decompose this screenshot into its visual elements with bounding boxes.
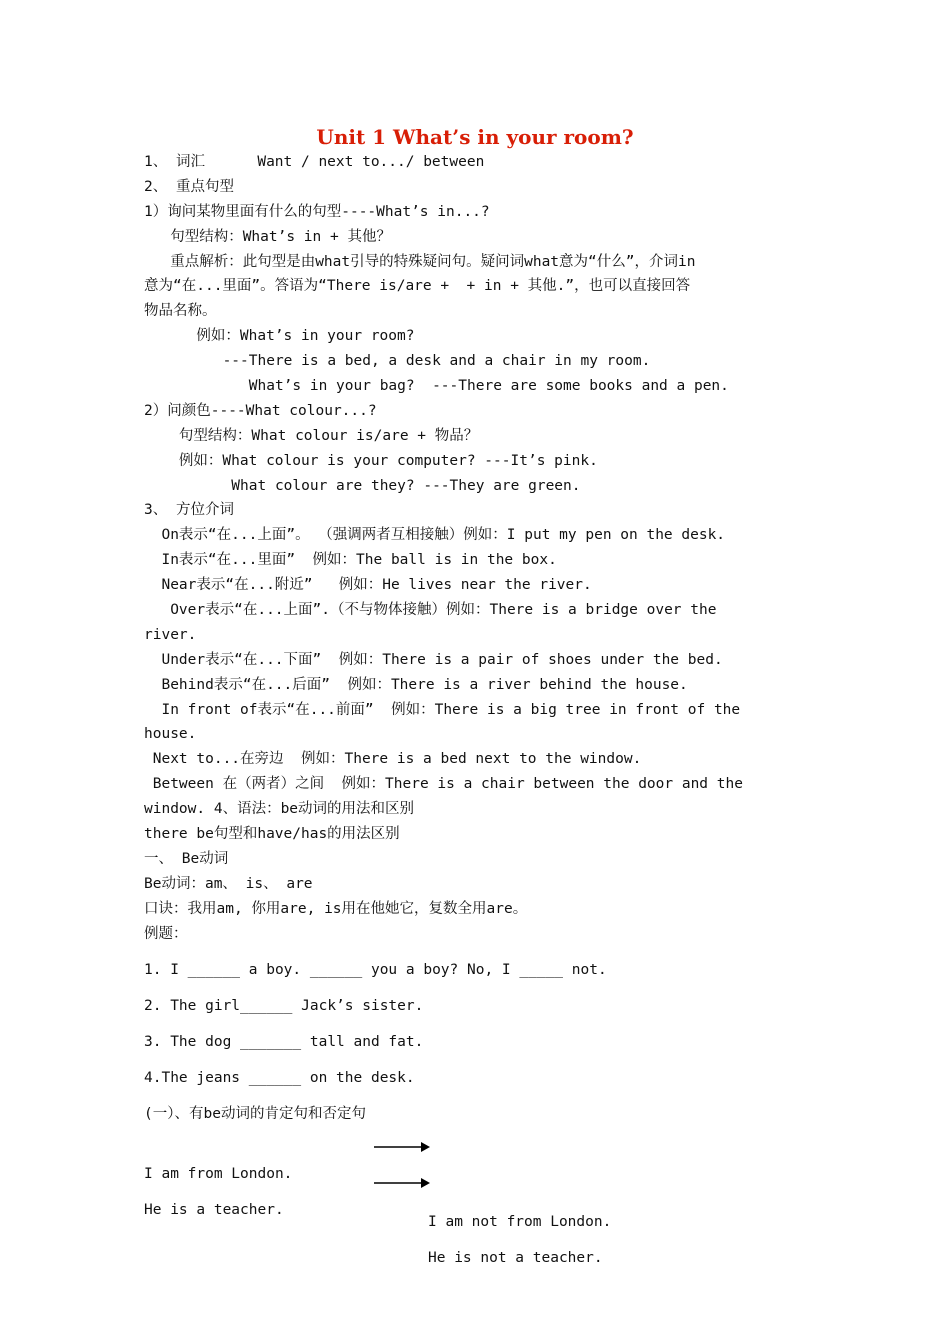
text-line: What’s in your bag? ---There are some books and a pen. [144,378,729,395]
text-line: On表示“在...上面”。 （强调两者互相接触）例如：I put my pen on the desk. [144,527,726,544]
text-line: 句型结构：What colour is/are + 物品？ [144,427,479,444]
section-heading: (一）、有be动词的肯定句和否定句 [144,1106,366,1122]
text-line: In front of表示“在...前面” 例如：There is a big tree in front of the [144,701,741,718]
exercise-section [144,958,810,1266]
text-line: Be动词：am、 is、 are [144,875,313,892]
text-line: Between 在（两者）之间 例如：There is a chair between the door and the [144,776,743,793]
text-line: 物品名称。 [144,303,217,320]
negative-sentence: I am not from London. [428,1214,612,1230]
text-line: there be句型和have/has的用法区别 [144,826,400,843]
text-line: What colour are they? ---They are green. [144,477,581,494]
text-line: In表示“在...里面” 例如：The ball is in the box. [144,552,557,569]
negative-sentence: He is not a teacher. [428,1250,603,1266]
text-line: Next to...在旁边 例如：There is a bed next to the window. [144,751,642,768]
text-line: 例题： [144,925,188,942]
text-line: Near表示“在...附近” 例如：He lives near the river. [144,577,592,594]
text-line: 句型结构：What’s in + 其他？ [144,228,391,245]
text-line: Over表示“在...上面”.（不与物体接触）例如：There is a bridge over the [144,602,717,619]
text-line: 重点解析：此句型是由what引导的特殊疑问句。疑问词what意为“什么”，介词in [144,253,696,270]
text-line: 1）询问某物里面有什么的句型----What’s in...? [144,203,490,220]
text-line: 例如：What’s in your room? [144,328,415,345]
document-body [144,150,810,947]
text-line: 2、 重点句型 [144,178,234,195]
text-line: 意为“在...里面”。答语为“There is/are + + in + 其他.”，也可以直接回答 [144,278,691,295]
text-line: window. 4、语法：be动词的用法和区别 [144,801,415,818]
affirmative-sentence: He is a teacher. [144,1202,284,1218]
arrow-right-icon [374,1177,430,1189]
text-line: 口诀：我用am, 你用are, is用在他她它，复数全用are。 [144,900,528,917]
text-line: river. [144,626,197,643]
text-line: 3、 方位介词 [144,502,234,519]
text-line: 2）问颜色----What colour...? [144,402,377,419]
text-line: Behind表示“在...后面” 例如：There is a river behind the house. [144,676,688,693]
exercise-item: 3. The dog _______ tall and fat. [144,1034,424,1050]
page-title: Unit 1 What’s in your room? [316,125,634,149]
text-line: Under表示“在...下面” 例如：There is a pair of shoes under the bed. [144,651,723,668]
exercise-item: 4.The jeans ______ on the desk. [144,1070,415,1086]
exercise-item: 2. The girl______ Jack’s sister. [144,998,424,1014]
exercise-item: 1. I ______ a boy. ______ you a boy? No, I _____ not. [144,962,607,978]
text-line: 例如：What colour is your computer? ---It’s pink. [144,452,598,469]
text-line: house. [144,726,197,743]
text-line: ---There is a bed, a desk and a chair in my room. [144,353,651,370]
text-line: 1、 词汇 Want / next to.../ between [144,154,485,170]
affirmative-sentence: I am from London. [144,1166,293,1182]
arrow-right-icon [374,1141,430,1153]
text-line: 一、 Be动词 [144,850,229,867]
